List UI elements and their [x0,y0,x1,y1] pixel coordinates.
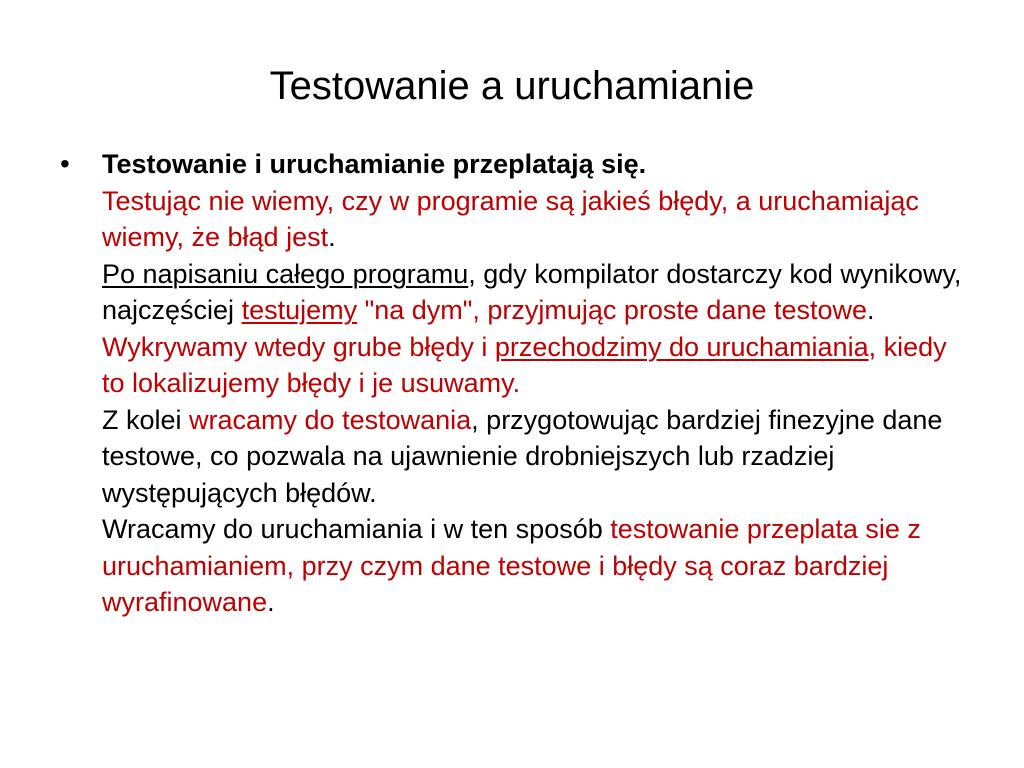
red-text: "na dym", przyjmując proste dane testowe [364,295,868,325]
paragraph-back-to-testing [102,402,972,512]
red-text: testowanie przeplata sie z uruchamianiem, przy czym dane testowe i błędy są coraz bardziej wyrafinowane [102,514,921,617]
bullet-icon: • [60,148,70,179]
red-text: wracamy do testowania [189,404,472,435]
plain-text: , przygotowując bardziej finezyjne dane testowe, co pozwala na ujawnienie drobniejszych lub rzadziej występujących błędów. [102,404,943,508]
underlined-text: Po napisaniu całego programu [102,258,469,289]
plain-text: . [867,295,875,325]
space [357,295,365,325]
red-text: Wykrywamy wtedy grube błędy i [102,331,495,362]
plain-text: Wracamy do uruchamiania i w ten sposób [102,514,611,544]
paragraph-back-to-debugging [102,511,972,621]
plain-text: . [328,222,336,252]
slide-content [60,146,980,621]
bullet-item [60,146,980,621]
bullet-heading: Testowanie i uruchamianie przeplatają się. [102,149,647,179]
red-text: , kiedy to lokalizujemy błędy i je usuwamy. [102,331,947,398]
red-underlined-text: przechodzimy do uruchamiania [494,331,869,362]
slide-title: Testowanie a uruchamianie [269,64,755,108]
bullet-text [102,146,972,621]
plain-text: Z kolei [102,404,190,435]
red-underlined-text: testujemy [241,295,358,325]
red-text: Testując nie wiemy, czy w programie są jakieś błędy, a uruchamiając wiemy, że błąd jest [102,185,919,252]
paragraph-after-writing [102,256,972,402]
plain-text: , gdy kompilator dostarczy kod wynikowy, najczęściej [102,258,962,325]
plain-text: . [267,587,275,617]
paragraph-testing-vs-debugging [102,183,972,256]
